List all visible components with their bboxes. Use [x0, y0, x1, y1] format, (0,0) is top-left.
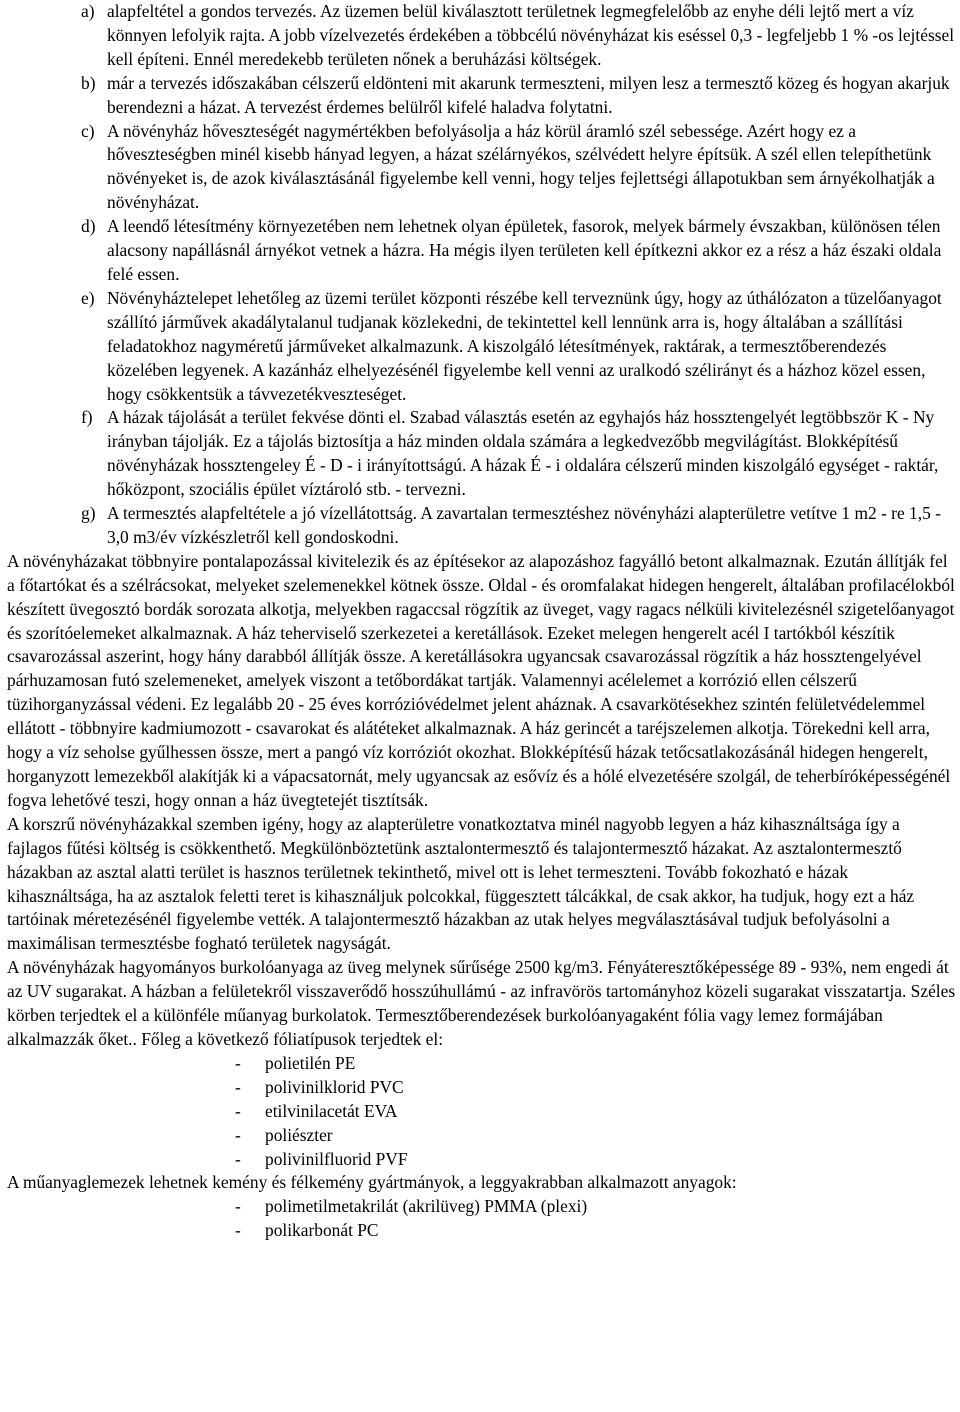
list-item-e — [7, 287, 957, 407]
paragraph-covering: A növényházak hagyományos burkolóanyaga az üveg melynek sűrűsége 2500 kg/m3. Fényáteresztőképessége 89 - 93%, nem engedi át az UV sugarakat. A házban a felületekről visszaverődő hosszúhullámú - az infravörös tartományhoz közeli sugarakat visszatartja. Széles körben terjedtek el a különféle műanyag burkolatok. Termesztőberendezések burkolóanyagaként fólia vagy lemez formájában alkalmazzák őket.. Főleg a következő fóliatípusok terjedtek el: — [7, 957, 956, 1049]
list-item-label: g) — [81, 503, 96, 524]
list-item-text: már a tervezés időszakában célszerű eldönteni mit akarunk termeszteni, milyen lesz a termesztő közeg és hogyan akarjuk berendezni a házat. A tervezést érdemes belülről kifelé haladva folytatni. — [107, 72, 950, 117]
list-dash: - — [235, 1220, 241, 1241]
foil-type-text: etilvinilacetát EVA — [265, 1100, 398, 1121]
list-item-label: e) — [81, 287, 95, 308]
document-page — [7, 0, 957, 1243]
list-item-d — [7, 215, 957, 287]
plastic-sheet-item — [7, 1195, 957, 1219]
foil-type-item — [7, 1100, 957, 1124]
list-dash: - — [235, 1076, 241, 1097]
foil-type-text: polivinilklorid PVC — [265, 1076, 404, 1097]
list-item-text: A növényház hőveszteségét nagymértékben befolyásolja a ház körül áramló szél sebessége. Azért hogy ez a hőveszteségben minél kisebb hányad legyen, a házat szélárnyékos, szélvédett helyre építsük. A szél ellen telepíthetünk növényeket is, de azok kiválasztásánál figyelembe kell venni, hogy teljes fejlettségi állapotukban sem árnyékolhatják a növényházat. — [107, 120, 935, 213]
list-item-label: b) — [81, 72, 96, 93]
plastic-sheet-text: polimetilmetakrilát (akrilüveg) PMMA (plexi) — [265, 1196, 588, 1217]
list-item-label: f) — [81, 407, 93, 428]
foil-type-item — [7, 1052, 957, 1076]
foil-type-text: polivinilfluorid PVF — [265, 1148, 408, 1169]
plastic-sheet-text: polikarbonát PC — [265, 1220, 379, 1241]
paragraph-construction: A növényházakat többnyire pontalapozással kivitelezik és az építésekor az alapozáshoz fagyálló betont alkalmaznak. Ezután állítják fel a főtartókat és a szélrácsokat, melyeket szelemenekkel kötnek össze. Oldal - és oromfalakat hidegen hengerelt, általában profilacélokból készített üvegosztó bordák sorozata alkotja, melyekben ragaccsal rögzítik az üveget, vagy ragacs nélküli kivitelezésnél szigetelőanyagot és szorítóelemeket alkalmaznak. A ház teherviselő szerkezetei a keretállások. Ezeket melegen hengerelt acél I tartókból készítik csavarozással aszerint, hogy hány darabból állítják össze. A keretállásokra ugyancsak csavarozással rögzítik a ház hossztengelyével párhuzamosan futó szelemeneket, amelyek viszont a tetőbordákat tartják. Valamennyi acélelemet a korrózió ellen célszerű tüzihorganyzással védeni. Ez legalább 20 - 25 éves korrózióvédelmet jelent aháznak. A csavarkötésekhez szintén felületvédelemmel ellátott - többnyire kadmiumozott - csavarokat és alátéteket alkalmaznak. A ház gerincét a taréjszelemen alkotja. Törekedni kell arra, hogy a víz seholse gyűlhessen össze, mert a pangó víz korróziót okozhat. Blokképítésű házak tetőcsatlakozásánál hidegen hengerelt, horganyzott lemezekből alakítják ki a vápacsatornát, mely ugyancsak az esővíz és a hólé elvezetésére szolgál, de teherbíróképességénél fogva lehetővé teszi, hogy onnan a ház üvegtetejét tisztítsák. — [7, 550, 955, 810]
list-item-label: c) — [81, 120, 95, 141]
list-dash: - — [235, 1100, 241, 1121]
plastic-sheet-item — [7, 1219, 957, 1243]
list-dash: - — [235, 1052, 241, 1073]
plastic-sheet-list — [7, 1195, 957, 1243]
list-dash: - — [235, 1148, 241, 1169]
list-item-text: A termesztés alapfeltétele a jó vízellátottság. A zavartalan termesztéshez növényházi alapterületre vetítve 1 m2 - re 1,5 - 3,0 m3/év vízkészletről kell gondoskodni. — [107, 503, 941, 547]
list-item-f — [7, 406, 957, 502]
foil-type-text: polietilén PE — [265, 1052, 356, 1073]
list-item-b — [7, 72, 957, 120]
list-item-text: A leendő létesítmény környezetében nem lehetnek olyan épületek, fasorok, melyek bármely évszakban, különösen télen alacsony napállásnál árnyékot vetnek a házra. Ha mégis ilyen területen kell építkezni akkor ez a rész a ház északi oldala felé essen. — [107, 216, 942, 284]
foil-type-item — [7, 1124, 957, 1148]
paragraph-plastic-sheets: A műanyaglemezek lehetnek kemény és félkemény gyártmányok, a leggyakrabban alkalmazott anyagok: — [7, 1172, 737, 1193]
foil-type-item — [7, 1148, 957, 1172]
paragraph-utilization: A korszrű növényházakkal szemben igény, hogy az alapterületre vonatkoztatva minél nagyobb legyen a ház kihasználtsága így a fajlagos fűtési költség is csökkenthető. Megkülönböztetünk asztalontermesztő és talajontermesztő házakat. Az asztalontermesztő házakban az asztal alatti terület is hasznos területnek tekinthető, mivel ott is lehet termeszteni. Tovább fokozható e házak kihasználtsága, ha az asztalok feletti teret is kihasználjuk polcokkal, függesztett tálcákkal, de csak akkor, ha tudjuk, hogy ezt a ház tartóinak méretezésénél figyelembe vették. A talajontermesztő házakban az utak helyes megválasztásával tudjuk befolyásolni a maximálisan termesztésbe fogható területek nagyságát. — [7, 813, 915, 954]
list-item-label: a) — [81, 1, 95, 21]
list-dash: - — [235, 1196, 241, 1217]
list-item-c — [7, 120, 957, 216]
list-item-a — [7, 0, 957, 72]
list-item-g — [7, 502, 957, 550]
foil-type-text: poliészter — [265, 1124, 333, 1145]
list-item-text: Növényháztelepet lehetőleg az üzemi terület központi részébe kell terveznünk úgy, hogy az úthálózaton a tüzelőanyagot szállító járművek akadálytalanul tudjanak közlekedni, de tekintettel kell lennünk arra is, hogy általában a szállítási feladatokhoz nagyméretű járműveket alkalmazunk. A kiszolgáló létesítmények, raktárak, a termesztőberendezés közelében legyenek. A kazánház elhelyezésénél figyelembe kell venni az uralkodó szélirányt és a házhoz közel essen, hogy csökkentsük a távvezetékveszteséget. — [107, 287, 942, 404]
list-item-label: d) — [81, 216, 96, 237]
foil-type-list — [7, 1052, 957, 1172]
list-item-text: alapfeltétel a gondos tervezés. Az üzemen belül kiválasztott területnek legmegfelelőbb az enyhe déli lejtő mert a víz könnyen lefolyik rajta. A jobb vízelvezetés érdekében a többcélú növényházat kis eséssel 0,3 - legfeljebb 1 % -os lejtéssel kell építeni. Ennél meredekebb területen nőnek a beruházási költségek. — [107, 1, 955, 69]
foil-type-item — [7, 1076, 957, 1100]
list-dash: - — [235, 1124, 241, 1145]
list-item-text: A házak tájolását a terület fekvése dönti el. Szabad választás esetén az egyhajós ház hossztengelyét legtöbbször K - Ny irányban tájolják. Ez a tájolás biztosítja a ház minden oldala számára a legkedvezőbb megvilágítást. Blokképítésű növényházak hossztengeley É - D - i irányítottságú. A házak É - i oldalára célszerű minden kiszolgáló egységet - raktár, hőközpont, szociális épület víztároló stb. - tervezni. — [107, 407, 939, 500]
